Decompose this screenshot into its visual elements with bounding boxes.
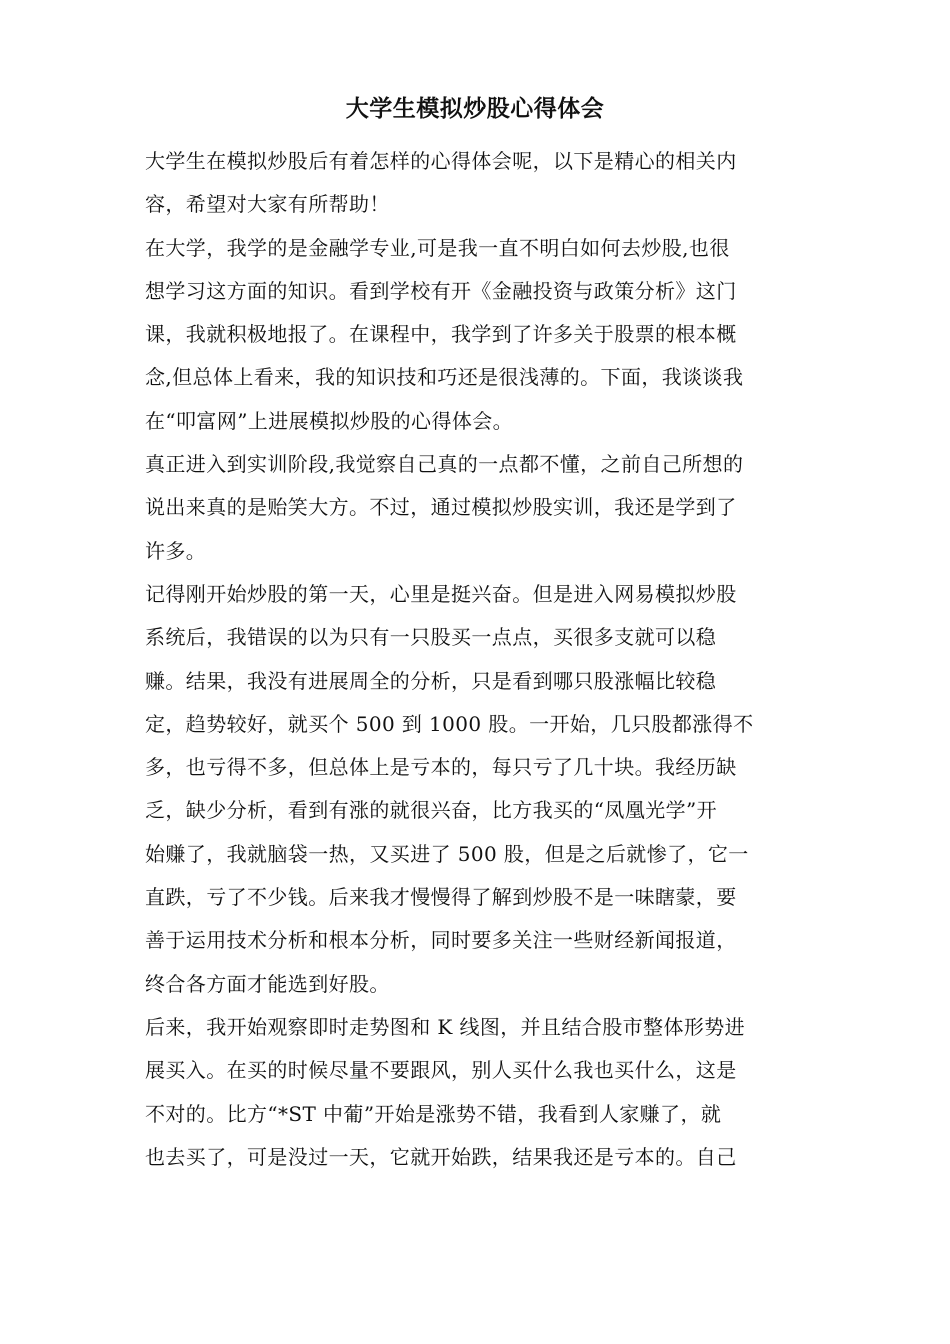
paragraph-line: 终合各方面才能选到好股。	[145, 971, 390, 996]
paragraph-line: 展买入。在买的时候尽量不要跟风，别人买什么我也买什么，这是	[145, 1058, 737, 1083]
paragraph	[145, 573, 810, 1006]
document-title: 大学生模拟炒股心得体会	[345, 95, 605, 122]
paragraph-line: 想学习这方面的知识。看到学校有开《金融投资与政策分析》这门	[145, 278, 737, 303]
paragraph-line: 大学生在模拟炒股后有着怎样的心得体会呢，以下是精心的相关内	[145, 149, 737, 173]
paragraph	[145, 227, 810, 443]
paragraph-line: 课，我就积极地报了。在课程中，我学到了许多关于股票的根本概	[145, 322, 737, 347]
paragraph-line: 记得刚开始炒股的第一天，心里是挺兴奋。但是进入网易模拟炒股	[145, 581, 737, 606]
paragraph-line: 乏，缺少分析，看到有涨的就很兴奋，比方我买的“凤凰光学”开	[145, 798, 718, 823]
paragraph-line: 善于运用技术分析和根本分析，同时要多关注一些财经新闻报道，	[145, 928, 737, 953]
paragraph-line: 不对的。比方“*ST 中葡”开始是涨势不错，我看到人家赚了，就	[145, 1101, 722, 1126]
paragraph-line: 赚。结果，我没有进展周全的分析，只是看到哪只股涨幅比较稳	[145, 668, 717, 693]
paragraph-line: 始赚了，我就脑袋一热，又买进了 500 股，但是之后就惨了，它一	[145, 841, 749, 866]
paragraph-line: 定，趋势较好，就买个 500 到 1000 股。一开始，几只股都涨得不	[145, 711, 754, 736]
document-body	[145, 140, 810, 1179]
paragraph-line: 也去买了，可是没过一天，它就开始跌，结果我还是亏本的。自己	[145, 1144, 737, 1169]
paragraph-line: 直跌，亏了不少钱。后来我才慢慢得了解到炒股不是一味瞎蒙，要	[145, 885, 737, 910]
paragraph-line: 在“叩富网”上进展模拟炒股的心得体会。	[145, 408, 514, 433]
paragraph-line: 念,但总体上看来，我的知识技和巧还是很浅薄的。下面，我谈谈我	[145, 365, 744, 390]
paragraph	[145, 1006, 810, 1179]
paragraph	[145, 443, 810, 573]
paragraph	[145, 140, 810, 227]
paragraph-line: 多，也亏得不多，但总体上是亏本的，每只亏了几十块。我经历缺	[145, 755, 737, 780]
paragraph-line: 在大学，我学的是金融学专业,可是我一直不明白如何去炒股,也很	[145, 235, 730, 260]
paragraph-line: 真正进入到实训阶段,我觉察自己真的一点都不懂，之前自己所想的	[145, 452, 744, 477]
paragraph-line: 后来，我开始观察即时走势图和 K 线图，并且结合股市整体形势进	[145, 1014, 746, 1039]
paragraph-line: 容，希望对大家有所帮助！	[145, 192, 390, 217]
paragraph-line: 说出来真的是贻笑大方。不过，通过模拟炒股实训，我还是学到了	[145, 495, 737, 520]
paragraph-line: 系统后，我错误的以为只有一只股买一点点，买很多支就可以稳	[145, 625, 717, 650]
paragraph-line: 许多。	[145, 538, 207, 563]
